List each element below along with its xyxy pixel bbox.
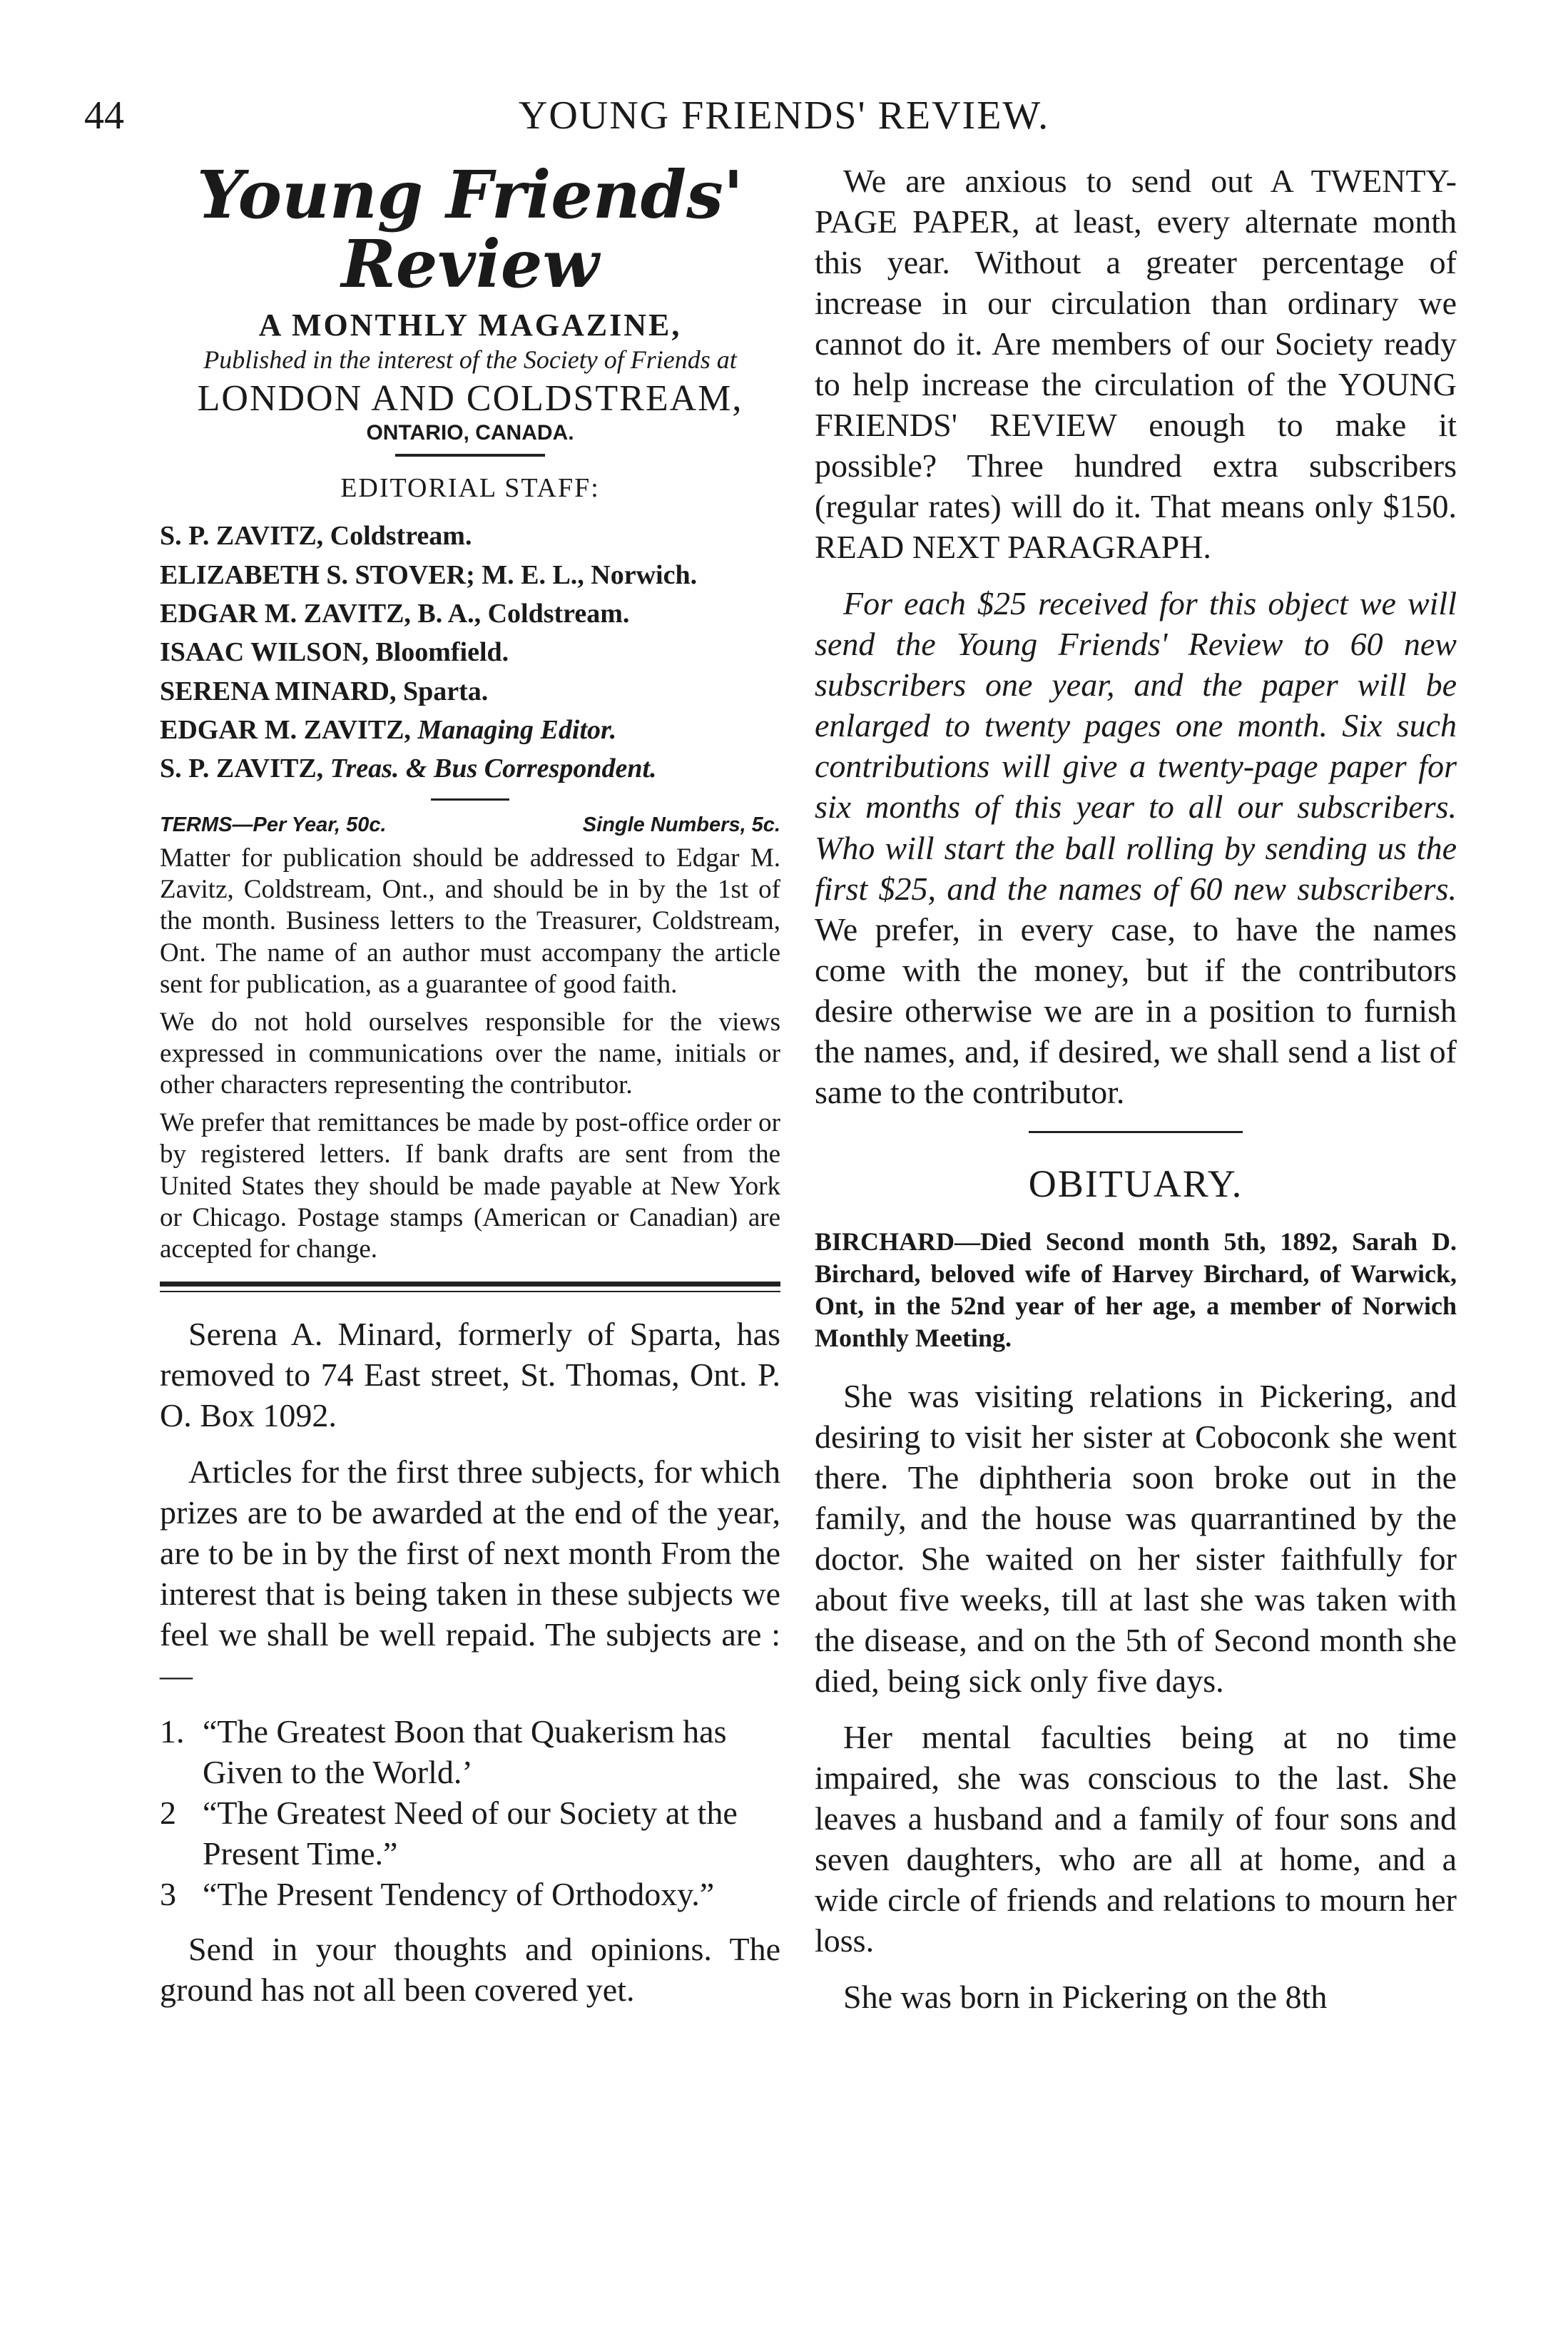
divider xyxy=(1029,1131,1243,1133)
list-text: “The Present Tendency of Orthodoxy.” xyxy=(203,1876,715,1913)
running-head: YOUNG FRIENDS' REVIEW. xyxy=(518,93,1050,138)
obituary-notice: BIRCHARD—Died Second month 5th, 1892, Sarah D. Birchard, beloved wife of Harvey Birchard, of Warwick, Ont, in the 52nd year of her age, a member of Norwich Monthly Meeting. xyxy=(815,1227,1457,1352)
double-rule-thin xyxy=(160,1291,780,1292)
terms-per-year: TERMS—Per Year, 50c. xyxy=(160,813,387,836)
body-paragraph: Send in your thoughts and opinions. The ground has not all been covered yet. xyxy=(160,1931,780,2009)
staff-treasurer xyxy=(160,749,780,788)
staff-member: ISAAC WILSON, Bloomfield. xyxy=(160,637,509,668)
list-number: 2 xyxy=(160,1795,176,1832)
section-title: OBITUARY. xyxy=(1028,1162,1243,1205)
staff-member: EDGAR M. ZAVITZ, B. A., Coldstream. xyxy=(160,599,630,629)
terms-single: Single Numbers, 5c. xyxy=(582,813,780,836)
staff-managing-editor xyxy=(160,711,780,749)
list-text: “The Greatest Boon that Quakerism has Given to the World.’ xyxy=(203,1713,727,1791)
notice-paragraph: Matter for publication should be addressed to Edgar M. Zavitz, Coldstream, Ont., and should be in by the 1st of the month. Business letters to the Treasurer, Coldstream, Ont. The name of an author must accompany the article sent for publication, as a guarantee of good faith. xyxy=(160,843,780,1000)
body-paragraph: Serena A. Minard, formerly of Sparta, has removed to 74 East street, St. Thomas, Ont. P. O. Box 1092. xyxy=(160,1315,780,1434)
notice-paragraph: We do not hold ourselves responsible for the views expressed in communications over the name, initials or other characters representing the contributor. xyxy=(160,1007,780,1100)
body-paragraph: Her mental faculties being at no time impaired, she was conscious to the last. She leaves a husband and a family of four sons and seven daughters, who are all at home, and a wide circle of friends and relations to mourn her loss. xyxy=(815,1718,1457,1959)
body-paragraph: She was visiting relations in Pickering, and desiring to visit her sister at Coboconk she went there. The diphtheria soon broke out in the family, and the house was quarrantined by the doctor. She waited on her sister faithfully for about five weeks, till at last she was taken with the disease, and on the 5th of Second month she died, being sick only five days. xyxy=(815,1377,1457,1699)
staff-member: ELIZABETH S. STOVER; M. E. L., Norwich. xyxy=(160,559,698,590)
staff-name: EDGAR M. ZAVITZ, xyxy=(160,715,418,746)
masthead-subtitle: A MONTHLY MAGAZINE, xyxy=(258,308,682,343)
right-column xyxy=(815,161,1457,2033)
staff-role: Treas. & Bus Correspondent. xyxy=(330,754,657,784)
masthead-published: Published in the interest of the Society of Friends at xyxy=(203,345,737,375)
offer-italic-text: For each $25 received for this object we will send the Young Friends' Review to 60 new subscribers one year, and the paper will be enlarged to twenty pages one month. Six such contributions will give a twenty-page paper for six months of this year to all our subscribers. Who will start the ball rolling by sending us the first $25, and the names of 60 new subscribers. xyxy=(815,585,1457,907)
list-item xyxy=(160,1711,780,1792)
list-number: 3 xyxy=(160,1876,176,1913)
list-text: “The Greatest Need of our Society at the Present Time.” xyxy=(203,1795,738,1872)
staff-list xyxy=(160,517,780,788)
masthead-province: ONTARIO, CANADA. xyxy=(366,421,574,445)
offer-plain-text: We prefer, in every case, to have the names come with the money, but if the contributors desire otherwise we are in a position to furnish the names, and, if desired, we shall send a list of same to the contributor. xyxy=(815,910,1457,1110)
body-paragraph: We are anxious to send out A TWENTY-PAGE PAPER, at least, every alternate month this year. Without a greater percentage of increase in our circulation than ordinary we cannot do it. Are members of our Society ready to help increase the circulation of the YOUNG FRIENDS' REVIEW enough to make it possible? Three hundred extra subscribers (regular rates) will do it. That means only $150. READ NEXT PARAGRAPH. xyxy=(815,163,1457,566)
list-item xyxy=(160,1792,780,1874)
body-paragraph: Articles for the first three subjects, for which prizes are to be awarded at the end of the year, are to be in by the first of next month From the interest that is being taken in these subjects we feel we shall be well repaid. The subjects are :— xyxy=(160,1453,780,1693)
subjects-list xyxy=(160,1711,780,1914)
page-number: 44 xyxy=(84,93,124,138)
staff-role: Managing Editor. xyxy=(417,715,617,746)
divider xyxy=(395,454,545,457)
offer-paragraph xyxy=(815,583,1457,1112)
list-number: 1. xyxy=(160,1713,185,1750)
left-column xyxy=(160,156,780,2026)
body-paragraph: She was born in Pickering on the 8th xyxy=(843,1979,1328,2016)
list-item xyxy=(160,1874,780,1914)
notice-paragraph: We prefer that remittances be made by post-office order or by registered letters. If bank drafts are sent from the United States they should be made payable at New York or Chicago. Postage stamps (American or Canadian) are accepted for change. xyxy=(160,1107,780,1264)
masthead-place: LONDON AND COLDSTREAM, xyxy=(197,377,743,419)
terms-row xyxy=(160,813,780,837)
staff-heading: EDITORIAL STAFF: xyxy=(340,473,600,504)
divider xyxy=(431,798,509,801)
staff-name: S. P. ZAVITZ, xyxy=(160,754,330,784)
staff-member: S. P. ZAVITZ, Coldstream. xyxy=(160,521,472,552)
staff-member: SERENA MINARD, Sparta. xyxy=(160,676,489,706)
masthead-title: Young Friends' Review xyxy=(196,156,743,303)
double-rule-thick xyxy=(160,1282,780,1287)
